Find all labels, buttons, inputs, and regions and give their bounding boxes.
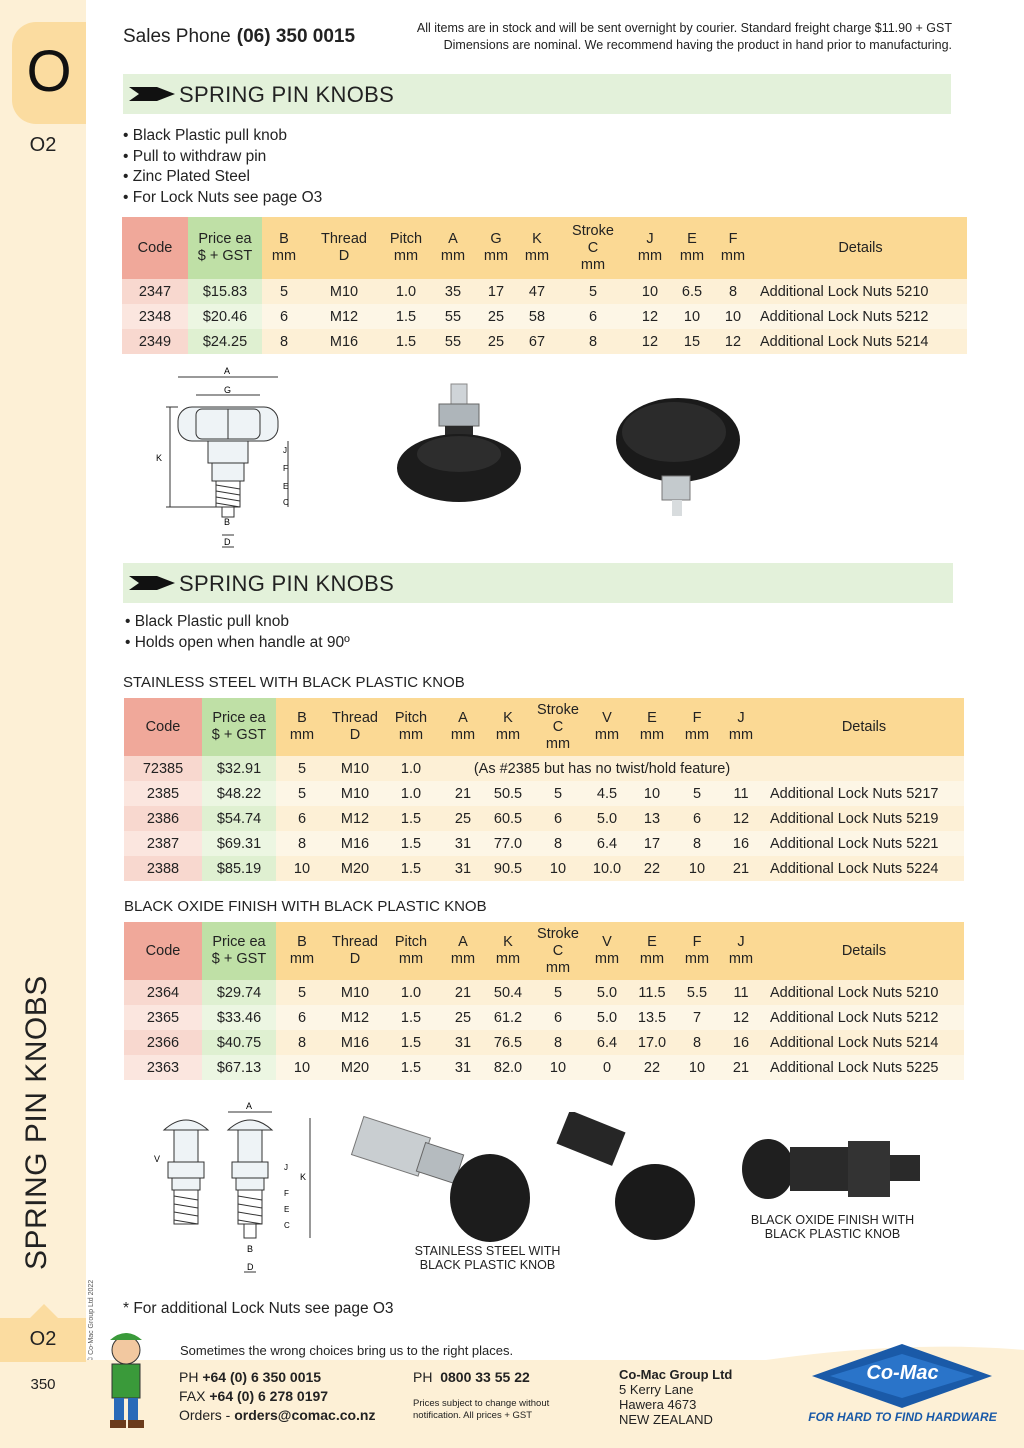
table-header-row <box>124 698 964 756</box>
ph-label: PH <box>179 1369 199 1385</box>
table-cell: 5 <box>262 279 306 304</box>
table-cell: 31 <box>440 1055 486 1080</box>
column-header: G mm <box>476 217 516 279</box>
column-header: E mm <box>628 698 676 756</box>
bullet: • Zinc Plated Steel <box>123 168 250 185</box>
table-cell: $54.74 <box>202 806 276 831</box>
table-cell: 10 <box>676 856 718 881</box>
table-cell: M10 <box>306 279 382 304</box>
column-header: Thread D <box>306 217 382 279</box>
diagram-label: A <box>224 366 231 376</box>
section2-title: SPRING PIN KNOBS <box>179 571 395 596</box>
footnote: * For additional Lock Nuts see page O3 <box>123 1300 394 1317</box>
table-row <box>124 806 964 831</box>
table-cell: 25 <box>476 329 516 354</box>
diagram-label: C <box>283 498 289 507</box>
table-cell: 90.5 <box>486 856 530 881</box>
table-cell: 2365 <box>124 1005 202 1030</box>
table-row <box>124 781 964 806</box>
table-cell: $33.46 <box>202 1005 276 1030</box>
table-cell: 17.0 <box>628 1030 676 1055</box>
table-cell: 6 <box>276 806 328 831</box>
page-number: 350 <box>30 1376 56 1393</box>
column-header: J mm <box>628 217 672 279</box>
address-line: Hawera 4673 <box>619 1397 697 1412</box>
table-cell: 1.0 <box>382 781 440 806</box>
section1-bullets <box>123 126 322 208</box>
table-cell: 6 <box>276 1005 328 1030</box>
table-cell: 6 <box>558 304 628 329</box>
table-row <box>124 980 964 1005</box>
table-cell: M16 <box>328 831 382 856</box>
table-cell: 5.0 <box>586 1005 628 1030</box>
header-note-line2: Dimensions are nominal. We recommend having the product in hand prior to manufacturing. <box>443 38 952 52</box>
table-row <box>124 1005 964 1030</box>
table-cell: 5 <box>276 756 328 781</box>
table-cell: 8 <box>676 1030 718 1055</box>
bullet: • Pull to withdraw pin <box>123 147 267 165</box>
company-name: Co-Mac Group Ltd <box>619 1367 733 1382</box>
column-header: Code <box>124 922 202 980</box>
column-header: Details <box>764 698 964 756</box>
table-cell: $24.25 <box>188 329 262 354</box>
table-cell: 50.4 <box>486 980 530 1005</box>
fax-number: +64 (0) 6 278 0197 <box>209 1388 329 1404</box>
table-cell: 21 <box>440 980 486 1005</box>
table-cell: $15.83 <box>188 279 262 304</box>
section2-title-bar <box>123 563 953 603</box>
table-cell: M20 <box>328 1055 382 1080</box>
table-cell: 21 <box>718 856 764 881</box>
table-cell: 1.5 <box>382 856 440 881</box>
table-cell: M10 <box>328 781 382 806</box>
table-cell: $40.75 <box>202 1030 276 1055</box>
table-cell: 6.4 <box>586 831 628 856</box>
table-cell: 6.4 <box>586 1030 628 1055</box>
table-cell: Additional Lock Nuts 5219 <box>764 806 964 831</box>
column-header: Pitch mm <box>382 922 440 980</box>
diagram-label: D <box>224 537 231 547</box>
table-cell: 22 <box>628 1055 676 1080</box>
column-header: Pitch mm <box>382 217 430 279</box>
table-cell: 10 <box>530 1055 586 1080</box>
column-header: Stroke C mm <box>558 217 628 279</box>
sales-label: Sales Phone <box>123 26 231 47</box>
table-cell: 10 <box>676 1055 718 1080</box>
subhead-oxide: BLACK OXIDE FINISH WITH BLACK PLASTIC KNOB <box>124 898 487 915</box>
table-cell: Additional Lock Nuts 5210 <box>764 980 964 1005</box>
table-header-row <box>124 922 964 980</box>
table-cell: Additional Lock Nuts 5214 <box>764 1030 964 1055</box>
table-cell: Additional Lock Nuts 5212 <box>754 304 967 329</box>
table-cell: 2348 <box>122 304 188 329</box>
table-cell: 11 <box>718 980 764 1005</box>
ph-number[interactable]: +64 (0) 6 350 0015 <box>202 1369 322 1385</box>
product-photo-oxide-angle <box>555 1112 700 1242</box>
table-cell: 5.0 <box>586 980 628 1005</box>
section1-title-bar <box>123 74 951 114</box>
table-cell: 55 <box>430 329 476 354</box>
table-cell: 6 <box>676 806 718 831</box>
bullet: • Holds open when handle at 90º <box>125 633 350 651</box>
table-cell: Additional Lock Nuts 5214 <box>754 329 967 354</box>
table-cell: 77.0 <box>486 831 530 856</box>
table-cell: 13 <box>628 806 676 831</box>
table-row <box>124 831 964 856</box>
column-header: A mm <box>430 217 476 279</box>
table-cell: 1.5 <box>382 831 440 856</box>
column-header: Price ea $ + GST <box>202 922 276 980</box>
bullet: • For Lock Nuts see page O3 <box>123 188 323 206</box>
table-cell: 2388 <box>124 856 202 881</box>
table-cell: 7 <box>676 1005 718 1030</box>
table-cell: 13.5 <box>628 1005 676 1030</box>
subhead-stainless: STAINLESS STEEL WITH BLACK PLASTIC KNOB <box>123 674 465 691</box>
caption-oxide: BLACK OXIDE FINISH WITH BLACK PLASTIC KNOB <box>750 1213 915 1241</box>
table-cell: 11.5 <box>628 980 676 1005</box>
table-cell: 2363 <box>124 1055 202 1080</box>
table-cell: 16 <box>718 831 764 856</box>
table-cell: Additional Lock Nuts 5212 <box>764 1005 964 1030</box>
header-note-line1: All items are in stock and will be sent overnight by courier. Standard freight charge $11.90 + GST <box>416 21 952 35</box>
column-header: F mm <box>676 698 718 756</box>
column-header: J mm <box>718 698 764 756</box>
table-cell: 12 <box>718 806 764 831</box>
column-header: A mm <box>440 698 486 756</box>
column-header: A mm <box>440 922 486 980</box>
column-header: E mm <box>672 217 712 279</box>
table-cell: $29.74 <box>202 980 276 1005</box>
table-cell: $48.22 <box>202 781 276 806</box>
column-header: F mm <box>676 922 718 980</box>
table-cell: 1.5 <box>382 329 430 354</box>
table-cell: M12 <box>306 304 382 329</box>
footer-tagline: Sometimes the wrong choices bring us to the right places. <box>180 1343 514 1358</box>
table-cell: M20 <box>328 856 382 881</box>
table-cell: 1.0 <box>382 980 440 1005</box>
table-cell: $32.91 <box>202 756 276 781</box>
table-cell: M10 <box>328 980 382 1005</box>
table-row <box>122 304 967 329</box>
column-header: K mm <box>486 922 530 980</box>
table-row <box>122 329 967 354</box>
dimension-diagram-1 <box>150 365 310 560</box>
table-cell: 8 <box>676 831 718 856</box>
column-header: B mm <box>276 698 328 756</box>
table-cell: M16 <box>306 329 382 354</box>
footer-orders-line <box>179 1407 376 1423</box>
table-cell: 12 <box>628 304 672 329</box>
table-cell <box>764 756 964 781</box>
table-header-row <box>122 217 967 279</box>
table-cell: 16 <box>718 1030 764 1055</box>
table-cell: 5 <box>676 781 718 806</box>
table-cell: 6 <box>530 806 586 831</box>
section2-bullets <box>125 612 350 653</box>
table-cell: 2364 <box>124 980 202 1005</box>
diagram-label: D <box>247 1262 254 1272</box>
dimension-diagram-2 <box>150 1100 320 1280</box>
table-cell: 31 <box>440 1030 486 1055</box>
table-cell: 58 <box>516 304 558 329</box>
table-cell: 31 <box>440 856 486 881</box>
table-cell: M12 <box>328 1005 382 1030</box>
diagram-label: K <box>300 1172 307 1182</box>
footer-freephone-line <box>413 1369 530 1385</box>
spec-table-oxide <box>124 922 964 1080</box>
table-cell: 8 <box>558 329 628 354</box>
bottom-page-code: O2 <box>29 1328 57 1350</box>
table-cell: $85.19 <box>202 856 276 881</box>
arrow-icon <box>129 575 175 591</box>
column-header: Details <box>764 922 964 980</box>
table-cell: 2349 <box>122 329 188 354</box>
column-header: V mm <box>586 698 628 756</box>
diagram-label: J <box>283 446 287 455</box>
table-cell: Additional Lock Nuts 5217 <box>764 781 964 806</box>
table-cell: 12 <box>628 329 672 354</box>
table-cell: M16 <box>328 1030 382 1055</box>
table-cell: 17 <box>628 831 676 856</box>
diagram-label: J <box>284 1163 288 1172</box>
table-cell: 11 <box>718 781 764 806</box>
table-cell: 5.5 <box>676 980 718 1005</box>
table-cell: $20.46 <box>188 304 262 329</box>
table-cell: Additional Lock Nuts 5224 <box>764 856 964 881</box>
table-cell: 2387 <box>124 831 202 856</box>
mascot-icon <box>92 1326 164 1430</box>
spec-table-stainless <box>124 698 964 881</box>
table-cell: 8 <box>530 1030 586 1055</box>
column-header: B mm <box>276 922 328 980</box>
table-cell: 72385 <box>124 756 202 781</box>
section1-title: SPRING PIN KNOBS <box>179 82 395 107</box>
column-header: J mm <box>718 922 764 980</box>
table-cell: 1.5 <box>382 806 440 831</box>
table-cell: 1.0 <box>382 756 440 781</box>
table-row <box>122 279 967 304</box>
table-cell: 15 <box>672 329 712 354</box>
table-cell: 6 <box>530 1005 586 1030</box>
diagram-label: V <box>154 1154 161 1164</box>
diagram-label: A <box>246 1101 253 1111</box>
copyright: © Co-Mac Group Ltd 2022 <box>88 1279 95 1362</box>
table-cell: 2347 <box>122 279 188 304</box>
table-cell: 5 <box>530 781 586 806</box>
logo-text: Co-Mac <box>866 1362 939 1384</box>
column-header: Price ea $ + GST <box>202 698 276 756</box>
diagram-label: B <box>247 1244 254 1254</box>
column-header: Code <box>122 217 188 279</box>
table-cell: 2386 <box>124 806 202 831</box>
table-cell: 1.5 <box>382 1055 440 1080</box>
table-cell: 8 <box>276 831 328 856</box>
product-photo-knob-top <box>612 392 747 522</box>
table-cell: 25 <box>440 806 486 831</box>
table-cell: 10.0 <box>586 856 628 881</box>
table-cell: 10 <box>276 856 328 881</box>
table-cell: 6 <box>262 304 306 329</box>
arrow-icon <box>129 86 175 102</box>
column-header: Thread D <box>328 698 382 756</box>
footer-phone-line <box>179 1369 321 1385</box>
table-cell: 5 <box>276 781 328 806</box>
table-cell: M10 <box>328 756 382 781</box>
column-header: K mm <box>516 217 558 279</box>
diagram-label: E <box>283 482 289 491</box>
table-cell: 21 <box>718 1055 764 1080</box>
table-cell: $69.31 <box>202 831 276 856</box>
prices-note: Prices subject to change without notification. All prices + GST <box>413 1398 550 1421</box>
table-cell: 8 <box>712 279 754 304</box>
table-cell: 1.5 <box>382 304 430 329</box>
caption-stainless: STAINLESS STEEL WITH BLACK PLASTIC KNOB <box>414 1244 561 1272</box>
column-header: Code <box>124 698 202 756</box>
table-cell: 12 <box>712 329 754 354</box>
table-cell: 82.0 <box>486 1055 530 1080</box>
column-header: Price ea $ + GST <box>188 217 262 279</box>
table-cell: 10 <box>276 1055 328 1080</box>
product-photo-knob-side <box>395 380 525 525</box>
table-row <box>124 1055 964 1080</box>
sales-phone <box>123 26 355 48</box>
table-cell: 31 <box>440 831 486 856</box>
table-cell: 55 <box>430 304 476 329</box>
table-cell: 1.5 <box>382 1005 440 1030</box>
table-cell: Additional Lock Nuts 5225 <box>764 1055 964 1080</box>
table-cell: 8 <box>276 1030 328 1055</box>
table-cell: 25 <box>476 304 516 329</box>
column-header: Thread D <box>328 922 382 980</box>
table-cell: 17 <box>476 279 516 304</box>
fax-label: FAX <box>179 1388 206 1404</box>
table-cell: 6.5 <box>672 279 712 304</box>
column-header: Stroke C mm <box>530 922 586 980</box>
table-cell: Additional Lock Nuts 5221 <box>764 831 964 856</box>
table-cell: 21 <box>440 781 486 806</box>
page-code: O2 <box>29 134 57 156</box>
table-cell: 22 <box>628 856 676 881</box>
diagram-label: G <box>224 385 232 395</box>
table-cell: 5 <box>558 279 628 304</box>
table-cell: $67.13 <box>202 1055 276 1080</box>
table-cell: 35 <box>430 279 476 304</box>
table-cell: 10 <box>672 304 712 329</box>
address-line: NEW ZEALAND <box>619 1412 713 1427</box>
table-cell: 61.2 <box>486 1005 530 1030</box>
column-header: Details <box>754 217 967 279</box>
column-header: E mm <box>628 922 676 980</box>
ph2-label: PH <box>413 1369 433 1385</box>
bullet: • Black Plastic pull knob <box>123 127 287 144</box>
column-header: Stroke C mm <box>530 698 586 756</box>
table-note-cell: (As #2385 but has no twist/hold feature) <box>440 756 764 781</box>
company-address <box>619 1367 732 1427</box>
orders-email-link[interactable]: orders@comac.co.nz <box>234 1407 376 1423</box>
diagram-label: F <box>284 1189 289 1198</box>
table-cell: 1.0 <box>382 279 430 304</box>
logo-tagline: FOR HARD TO FIND HARDWARE <box>808 1410 997 1424</box>
table-row <box>124 756 964 781</box>
table-cell: M12 <box>328 806 382 831</box>
table-cell: 2385 <box>124 781 202 806</box>
table-cell: 5.0 <box>586 806 628 831</box>
table-cell: 12 <box>718 1005 764 1030</box>
column-header: K mm <box>486 698 530 756</box>
vertical-title: SPRING PIN KNOBS <box>20 975 53 1270</box>
diagram-label: K <box>156 453 163 463</box>
table-cell: 4.5 <box>586 781 628 806</box>
ph2-number[interactable]: 0800 33 55 22 <box>440 1369 530 1385</box>
table-cell: 1.5 <box>382 1030 440 1055</box>
table-cell: 50.5 <box>486 781 530 806</box>
column-header: V mm <box>586 922 628 980</box>
column-header: F mm <box>712 217 754 279</box>
table-cell: 10 <box>712 304 754 329</box>
table-cell: Additional Lock Nuts 5210 <box>754 279 967 304</box>
diagram-label: F <box>283 464 288 473</box>
table-cell: 5 <box>530 980 586 1005</box>
table-cell: 60.5 <box>486 806 530 831</box>
table-cell: 25 <box>440 1005 486 1030</box>
column-header: B mm <box>262 217 306 279</box>
table-cell: 2366 <box>124 1030 202 1055</box>
diagram-label: C <box>284 1221 290 1230</box>
address-line: 5 Kerry Lane <box>619 1382 694 1397</box>
table-cell: 10 <box>628 781 676 806</box>
footer-fax-line <box>179 1388 328 1404</box>
table-cell: 76.5 <box>486 1030 530 1055</box>
product-photo-oxide-side <box>740 1135 925 1205</box>
table-cell: 0 <box>586 1055 628 1080</box>
diagram-label: E <box>284 1205 290 1214</box>
diagram-label: B <box>224 517 231 527</box>
table-cell: 67 <box>516 329 558 354</box>
table-cell: 47 <box>516 279 558 304</box>
section-letter-tab: O <box>12 22 86 124</box>
spec-table-1 <box>122 217 967 354</box>
orders-label: Orders - <box>179 1407 231 1423</box>
bullet: • Black Plastic pull knob <box>125 613 289 630</box>
table-cell: 10 <box>628 279 672 304</box>
table-cell: 5 <box>276 980 328 1005</box>
table-row <box>124 856 964 881</box>
table-cell: 8 <box>262 329 306 354</box>
column-header: Pitch mm <box>382 698 440 756</box>
product-photo-stainless <box>350 1110 535 1245</box>
sales-phone-number[interactable]: (06) 350 0015 <box>236 26 356 47</box>
table-cell: 8 <box>530 831 586 856</box>
table-cell: 10 <box>530 856 586 881</box>
table-row <box>124 1030 964 1055</box>
header-note <box>380 20 952 54</box>
